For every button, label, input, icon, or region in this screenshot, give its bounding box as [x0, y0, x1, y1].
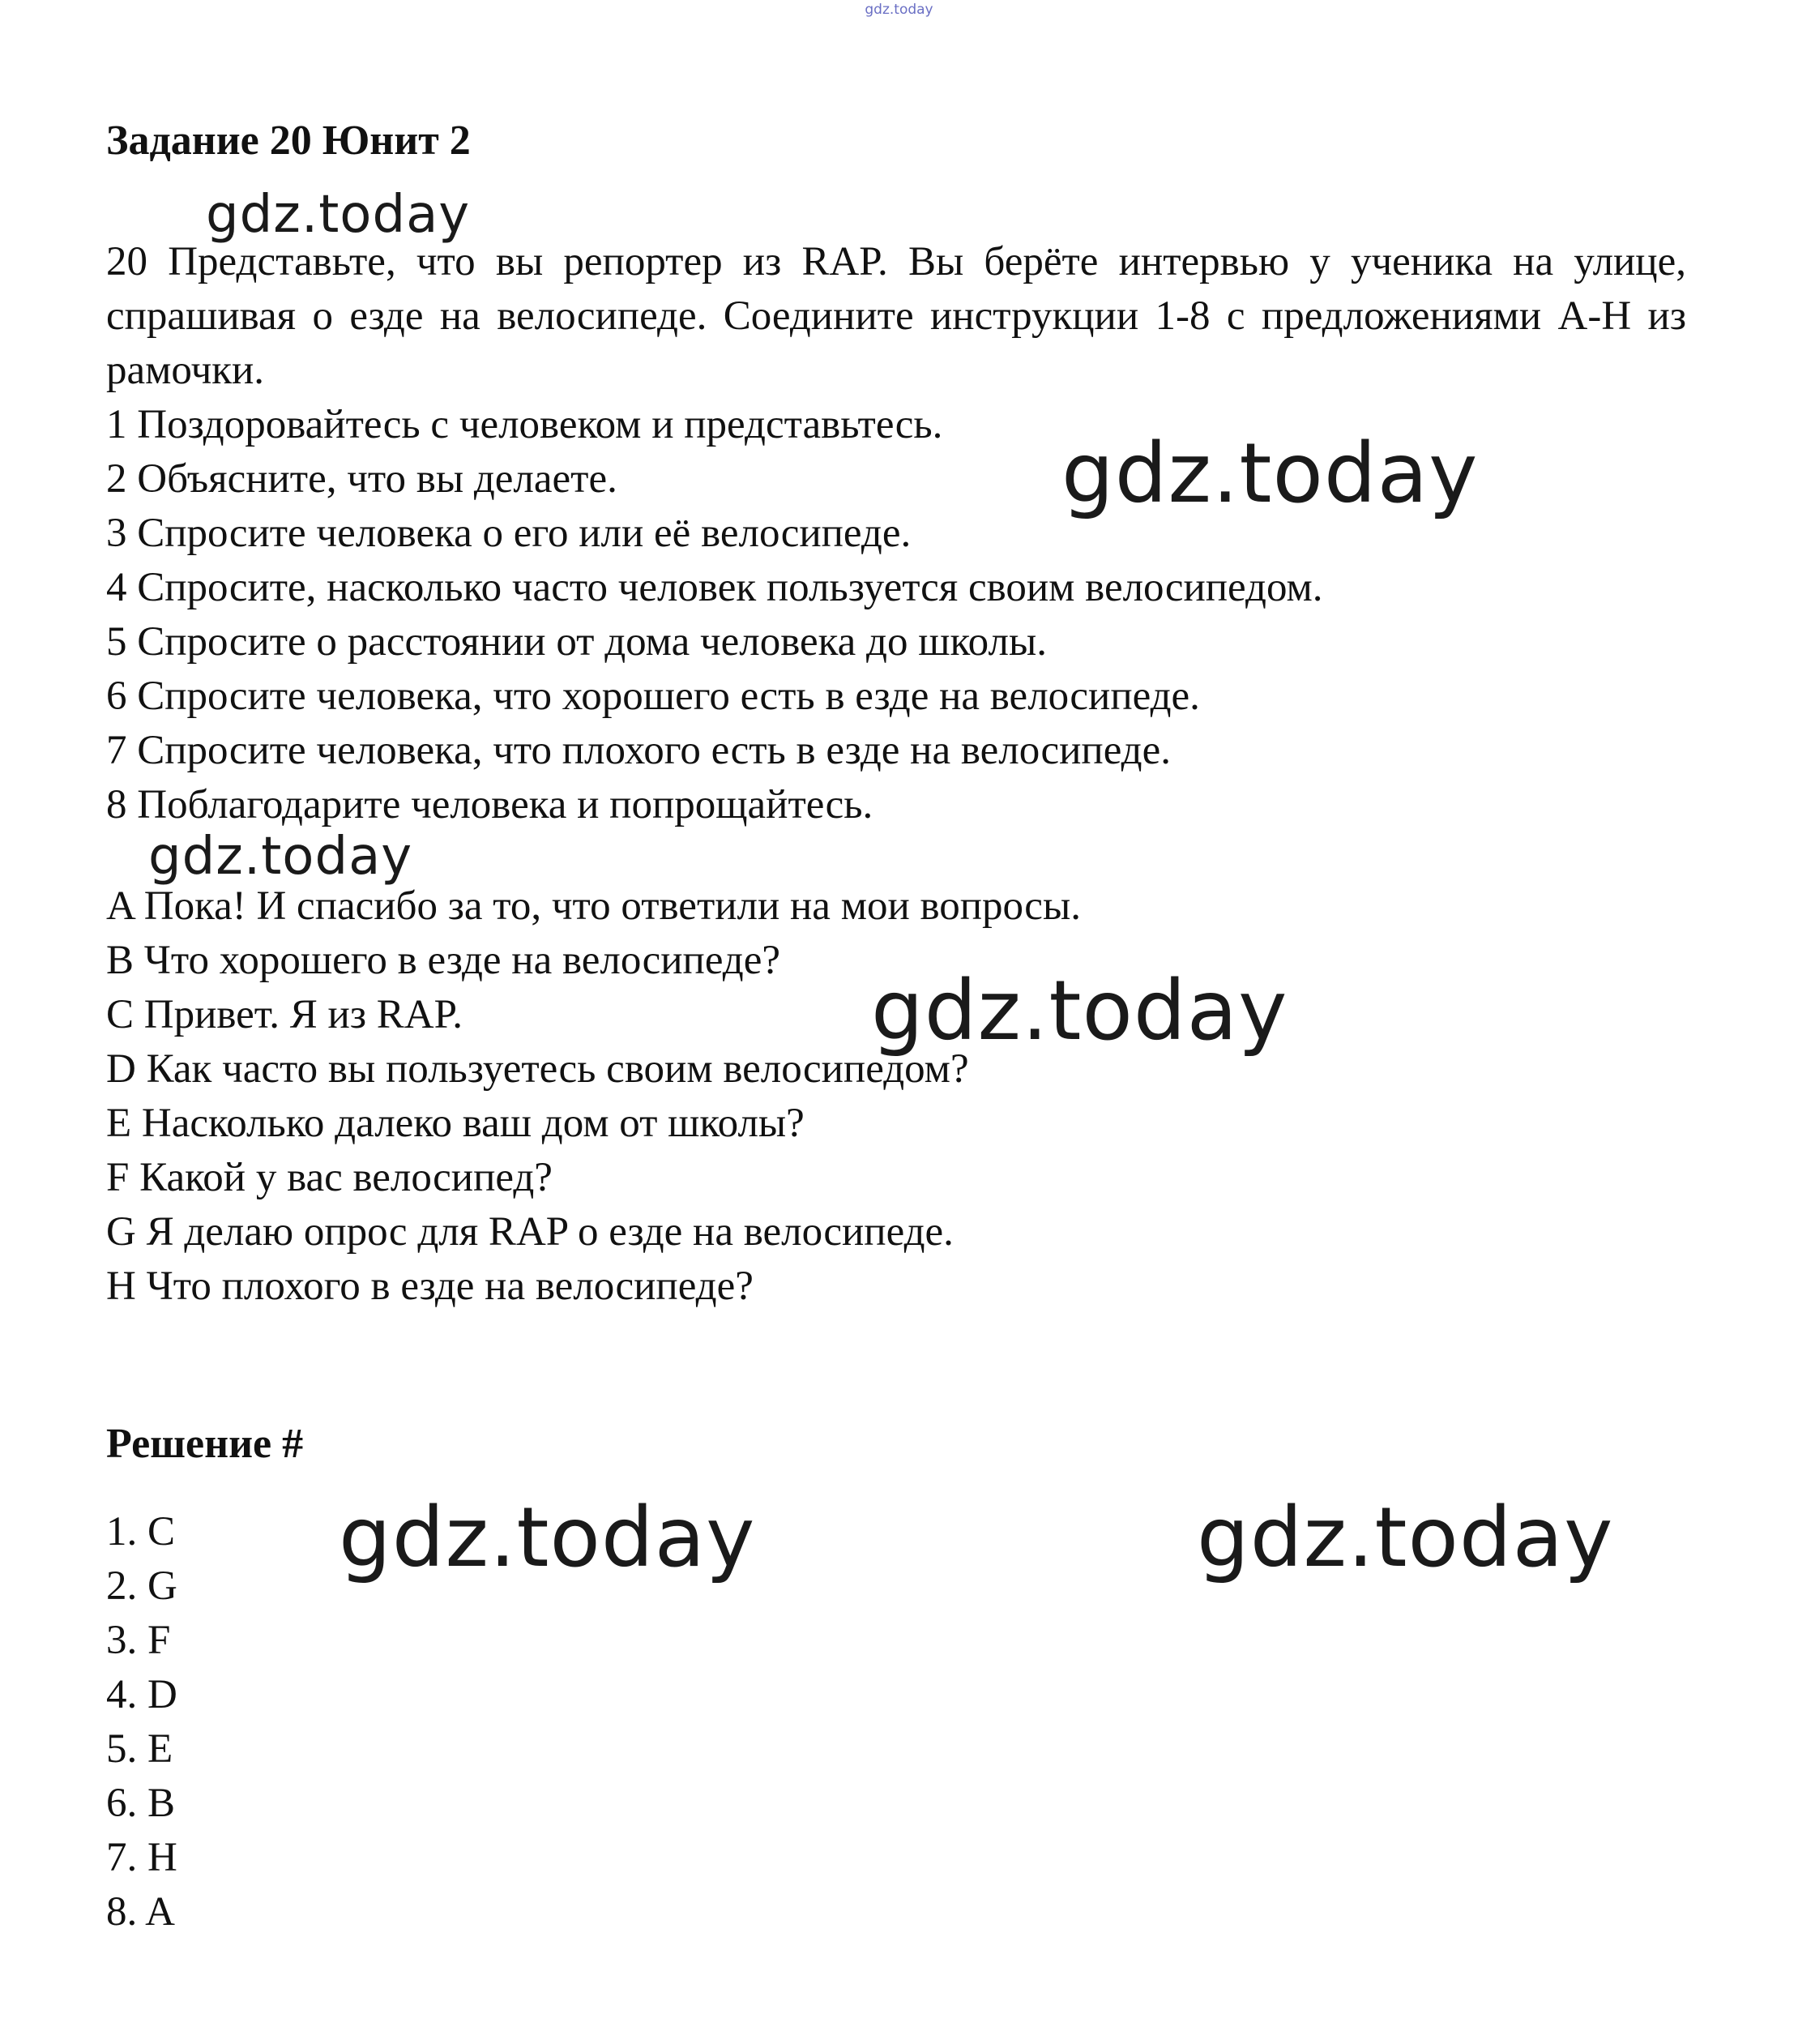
instruction-item: 2 Объясните, что вы делаете. — [106, 456, 617, 502]
answer-item: 1. C — [106, 1509, 176, 1554]
answer-list — [106, 1505, 177, 1939]
answer-item: 4. D — [106, 1672, 177, 1717]
task-intro: 20 Представьте, что вы репортер из RAP. Вы берёте интервью у ученика на улице, спрашивая о езде на велосипеде. Соедините инструкции 1-8 с предложениями A-H из рамочки. — [106, 239, 1686, 393]
watermark: gdz.today — [871, 963, 1288, 1059]
answer-item: 6. B — [106, 1781, 176, 1826]
watermark: gdz.today — [1197, 1490, 1614, 1586]
option-item: D Как часто вы пользуетесь своим велосипедом? — [106, 1046, 969, 1092]
option-item: C Привет. Я из RAP. — [106, 992, 463, 1037]
option-item: E Насколько далеко ваш дом от школы? — [106, 1101, 805, 1146]
instruction-item: 5 Спросите о расстоянии от дома человека до школы. — [106, 619, 1047, 665]
answer-item: 8. A — [106, 1889, 176, 1935]
instruction-item: 1 Поздоровайтесь с человеком и представьтесь. — [106, 402, 943, 447]
instruction-item: 7 Спросите человека, что плохого есть в езде на велосипеде. — [106, 728, 1171, 773]
watermark: gdz.today — [206, 185, 471, 245]
task-body — [106, 235, 1686, 832]
option-item: A Пока! И спасибо за то, что ответили на мои вопросы. — [106, 883, 1081, 929]
option-list — [106, 879, 1081, 1314]
watermark: gdz.today — [339, 1490, 756, 1586]
watermark: gdz.today — [1061, 425, 1479, 522]
answer-item: 5. E — [106, 1726, 173, 1772]
option-item: G Я делаю опрос для RAP о езде на велосипеде. — [106, 1209, 954, 1255]
task-title: Задание 20 Юнит 2 — [106, 118, 471, 164]
option-item: H Что плохого в езде на велосипеде? — [106, 1264, 754, 1309]
instruction-item: 3 Спросите человека о его или её велосипеде. — [106, 511, 912, 556]
answer-item: 3. F — [106, 1618, 171, 1663]
answer-item: 7. H — [106, 1835, 177, 1880]
watermark: gdz.today — [148, 827, 413, 887]
answer-item: 2. G — [106, 1563, 177, 1609]
solution-title: Решение # — [106, 1421, 304, 1467]
instruction-item: 4 Спросите, насколько часто человек пользуется своим велосипедом. — [106, 565, 1323, 610]
option-item: B Что хорошего в езде на велосипеде? — [106, 938, 781, 983]
instruction-item: 8 Поблагодарите человека и попрощайтесь. — [106, 782, 873, 827]
option-item: F Какой у вас велосипед? — [106, 1155, 553, 1200]
source-watermark: gdz.today — [865, 2, 933, 18]
instruction-item: 6 Спросите человека, что хорошего есть в езде на велосипеде. — [106, 673, 1200, 719]
